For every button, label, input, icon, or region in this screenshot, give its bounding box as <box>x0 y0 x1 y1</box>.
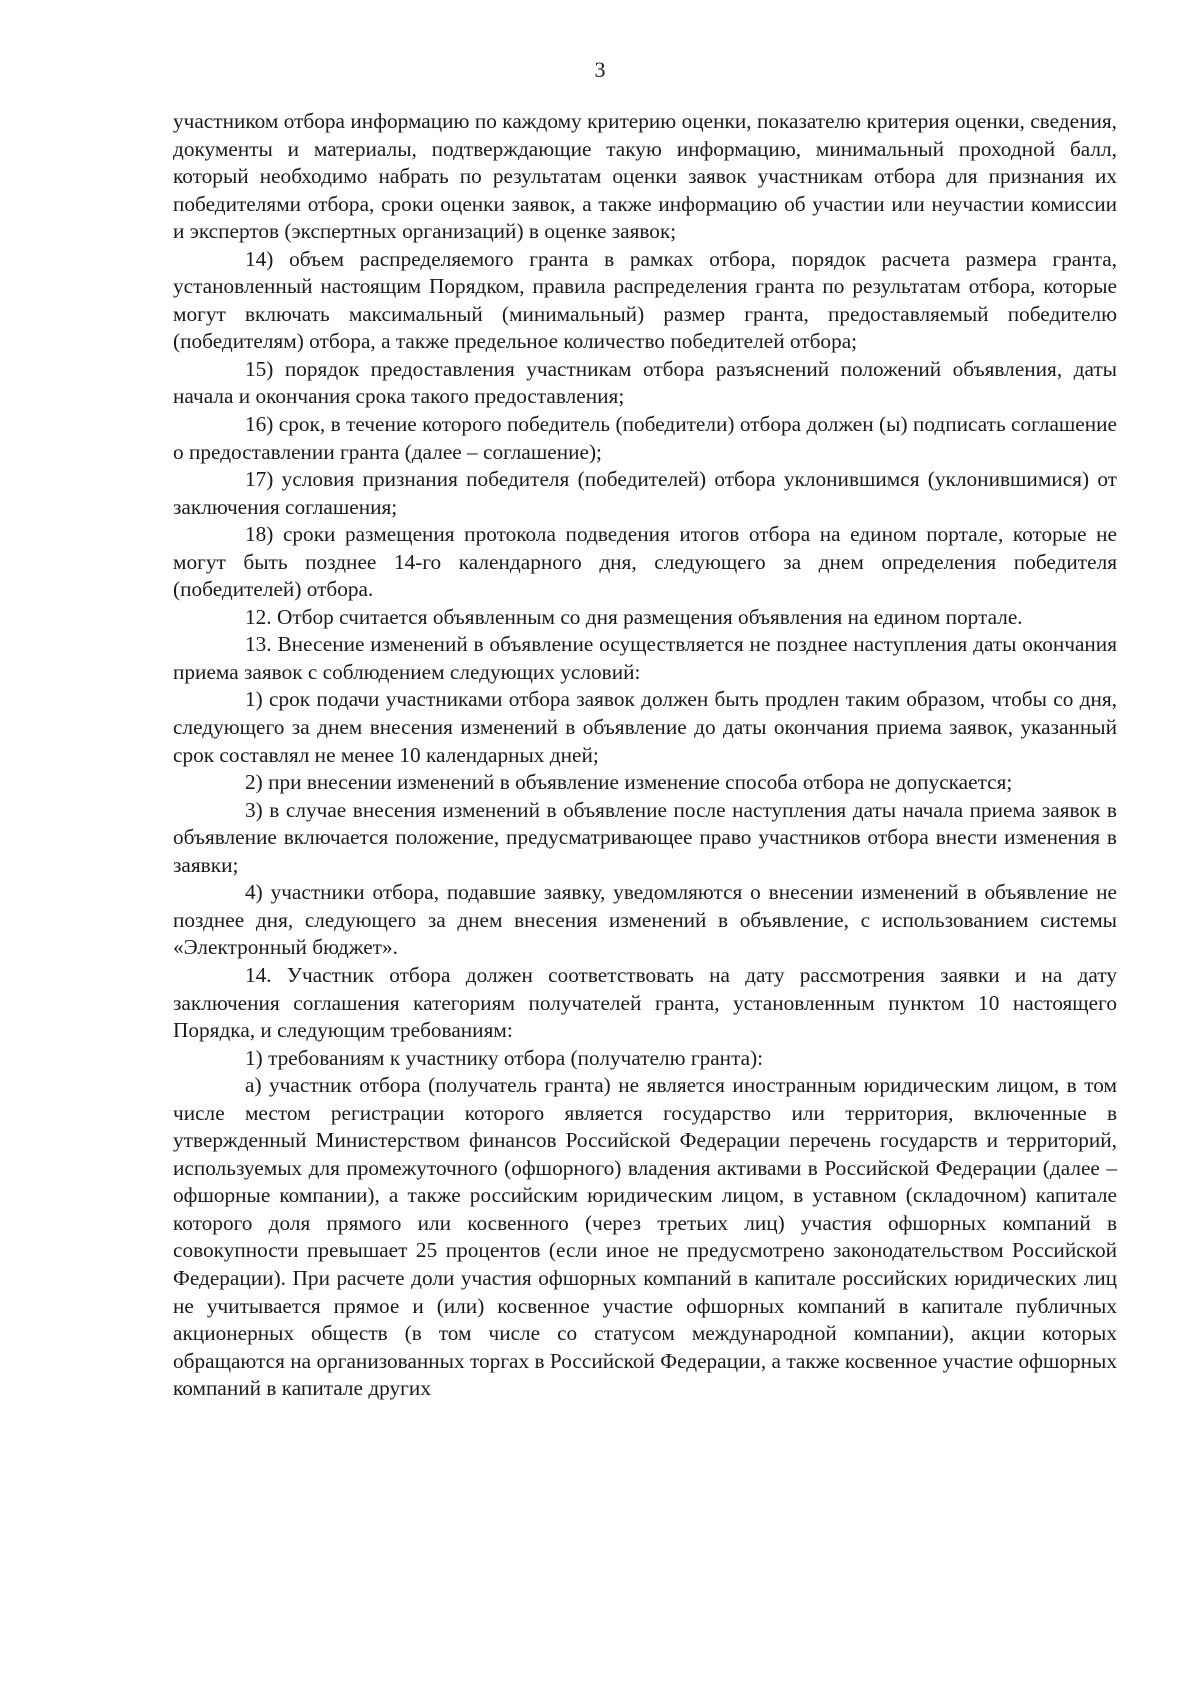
paragraph-item-14: 14) объем распределяемого гранта в рамках отбора, порядок расчета размера гранта, установленный настоящим Порядком, правила распределения гранта по результатам отбора, которые могут включать максимальный (минимальный) размер гранта, предоставляемый победителю (победителям) отбора, а также предельное количество победителей отбора; <box>173 246 1117 354</box>
page-number: 3 <box>594 57 606 82</box>
paragraph-clause-13: 13. Внесение изменений в объявление осуществляется не позднее наступления даты окончания приема заявок с соблюдением следующих условий: <box>173 632 1117 684</box>
paragraph-item-15: 15) порядок предоставления участникам отбора разъяснений положений объявления, даты начала и окончания срока такого предоставления; <box>173 356 1117 409</box>
document-body <box>173 108 1117 1403</box>
paragraph-item-16: 16) срок, в течение которого победитель (победители) отбора должен (ы) подписать соглашение о предоставлении гранта (далее – соглашение); <box>173 412 1117 464</box>
paragraph-clause-13-item-2: 2) при внесении изменений в объявление изменение способа отбора не допускается; <box>245 770 1013 795</box>
paragraph-item-18: 18) сроки размещения протокола подведения итогов отбора на едином портале, которые не могут быть позднее 14-го календарного дня, следующего за днем определения победителя (победителей) отбора. <box>173 522 1117 602</box>
paragraph-clause-14-item-1a: а) участник отбора (получатель гранта) не является иностранным юридическим лицом, в том числе местом регистрации которого является государство или территория, включенные в утвержденный Министерством финансов Российской Федерации перечень государств и территорий, используемых для промежуточного (офшорного) владения активами в Российской Федерации (далее – офшорные компании), а также российским юридическим лицом, в уставном (складочном) капитале которого доля прямого или косвенного (через третьих лиц) участия офшорных компаний в совокупности превышает 25 процентов (если иное не предусмотрено законодательством Российской Федерации). При расчете доли участия офшорных компаний в капитале российских юридических лиц не учитывается прямое и (или) косвенное участие офшорных компаний в капитале публичных акционерных обществ (в том числе со статусом международной компании), акции которых обращаются на организованных торгах в Российской Федерации, а также косвенное участие офшорных компаний в капитале других <box>173 1073 1117 1401</box>
paragraph-clause-14: 14. Участник отбора должен соответствовать на дату рассмотрения заявки и на дату заключения соглашения категориям получателей гранта, установленным пунктом 10 настоящего Порядка, и следующим требованиям: <box>173 962 1117 1043</box>
paragraph-continuation: участником отбора информацию по каждому критерию оценки, показателю критерия оценки, сведения, документы и материалы, подтверждающие такую информацию, минимальный проходной балл, который необходимо набрать по результатам оценки заявок участникам отбора для признания их победителями отбора, сроки оценки заявок, а также информацию об участии или неучастии комиссии и экспертов (экспертных организаций) в оценке заявок; <box>173 109 1117 244</box>
paragraph-clause-13-item-1: 1) срок подачи участниками отбора заявок должен быть продлен таким образом, чтобы со дня, следующего за днем внесения изменений в объявление до даты окончания приема заявок, указанный срок составлял не менее 10 календарных дней; <box>173 687 1117 767</box>
paragraph-clause-13-item-4: 4) участники отбора, подавшие заявку, уведомляются о внесении изменений в объявление не позднее дня, следующего за днем внесения изменений в объявление, с использованием системы «Электронный бюджет». <box>173 880 1117 960</box>
paragraph-clause-14-item-1: 1) требованиям к участнику отбора (получателю гранта): <box>245 1045 764 1070</box>
paragraph-clause-12: 12. Отбор считается объявленным со дня размещения объявления на едином портале. <box>245 604 1023 629</box>
paragraph-item-17: 17) условия признания победителя (победителей) отбора уклонившимся (уклонившимися) от заключения соглашения; <box>173 467 1117 519</box>
paragraph-clause-13-item-3: 3) в случае внесения изменений в объявление после наступления даты начала приема заявок в объявление включается положение, предусматривающее право участников отбора внести изменения в заявки; <box>173 797 1117 877</box>
